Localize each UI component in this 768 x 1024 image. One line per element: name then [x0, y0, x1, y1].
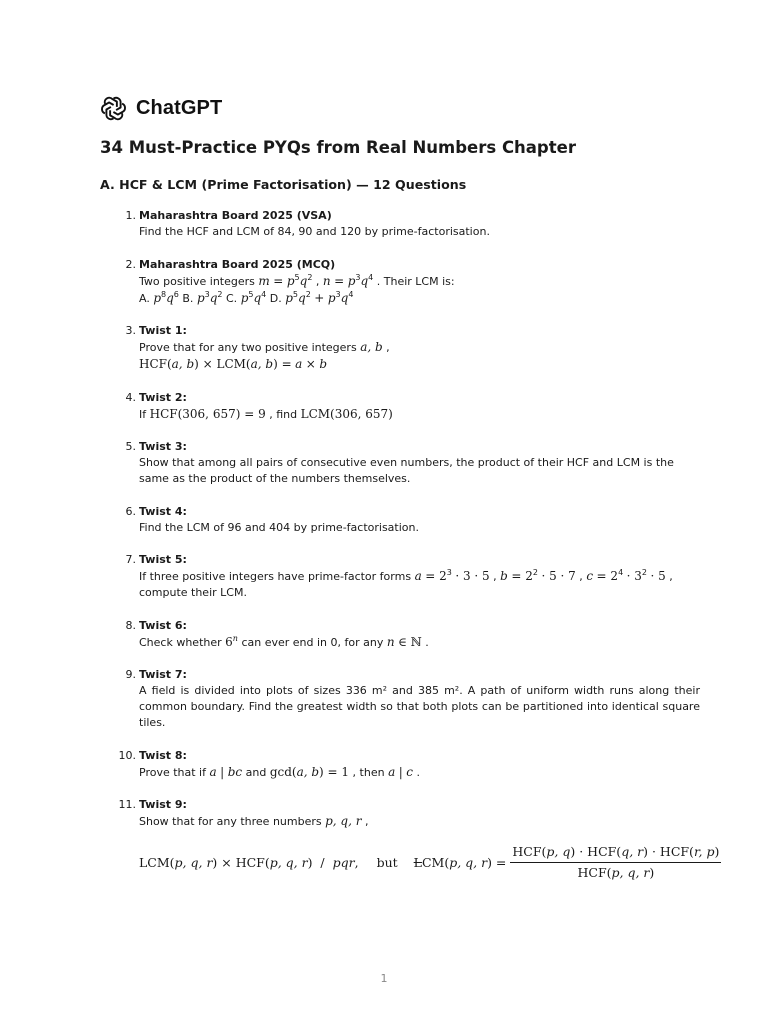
page: [100, 92, 720, 880]
list-item: 4. Twist 2: If HCF(306, 657) = 9 , find LCM(306, 657): [100, 390, 700, 423]
math-fraction: $\frac{\text{HCF(p, q) · HCF(q, r) · HCF(r, p)}}{\text{HCF(p, q, r)}}$: [512, 844, 720, 880]
question-text: Show that for any three numbers p, q, r ,: [139, 814, 369, 828]
list-item: 11. Twist 9: Show that for any three numbers p, q, r , LCM(p, q, r) × HCF(p, q, r) / pqr, but LCM(p, q, r) = $\frac{\text{HCF(p, q) · HCF(q, r) · HCF(r, p)}}{\text{HCF(p, q, r)}}$: [118, 798, 720, 880]
list-item: 8. Twist 6: Check whether 6$^n$ can ever end in 0, for any n ∈ ℕ .: [100, 618, 700, 651]
list-item: 2. Maharashtra Board 2025 (MCQ) Two positive integers $m = p^5q^2$ , $n = p^3q^4$ . Their LCM is: A. $p^8q^6$ B. $p^3q^2$ C. $p^5q^4$ D. $p^5q^2 + p^3q^4$: [100, 257, 700, 307]
question-label: Twist 8:: [139, 748, 187, 762]
question-label: Twist 1:: [139, 324, 187, 337]
question-text: Find the HCF and LCM of 84, 90 and 120 by prime-factorisation.: [139, 225, 490, 238]
question-text: Prove that if a | bc and gcd(a, b) = 1 , then a | c .: [139, 764, 421, 779]
question-text: Find the LCM of 96 and 404 by prime-factorisation.: [139, 520, 419, 534]
question-label: Twist 6:: [139, 618, 187, 632]
question-label: Maharashtra Board 2025 (MCQ): [139, 257, 336, 271]
question-text: Prove that for any two positive integers a, b ,: [139, 340, 390, 354]
question-text: Two positive integers $m = p^5q^2$ , $n = p^3q^4$ . Their LCM is:: [139, 272, 455, 288]
question-label: Twist 5:: [139, 553, 187, 566]
question-list: [100, 208, 720, 898]
question-label: Twist 9:: [139, 798, 187, 811]
openai-logo-icon: [100, 95, 127, 122]
list-item: 9. Twist 7: A field is divided into plots of sizes 336 m² and 385 m². A path of uniform width runs along their common boundary. Find the greatest width so that both plots can be partitioned into identical square tiles.: [125, 668, 700, 729]
question-label: Twist 4:: [139, 504, 187, 518]
answer-options: A. $p^8q^6$ B. $p^3q^2$ C. $p^5q^4$ D. $p^5q^2 + p^3q^4$: [139, 289, 354, 305]
math-display-equation: LCM(p, q, r) × HCF(p, q, r) / pqr, but LCM(p, q, r) = $\frac{\text{HCF(p, q) · HCF(q, r) · HCF(r, p)}}{\text{HCF(p, q, r)}}$: [139, 844, 720, 880]
list-item: 7. Twist 5: If three positive integers have prime-factor forms $a = 2^3 \cdot 3 \cdot 5$ , $b = 2^2 \cdot 5 \cdot 7$ , $c = 2^4 \cdot 3^2 \cdot 5$ , compute their LCM.: [100, 552, 700, 601]
document-title: 34 Must-Practice PYQs from Real Numbers Chapter: [100, 138, 576, 157]
list-item: 1. Maharashtra Board 2025 (VSA) Find the HCF and LCM of 84, 90 and 120 by prime-factorisation.: [100, 208, 700, 240]
list-item: 10. Twist 8: Prove that if a | bc and gcd(a, b) = 1 , then a | c .: [100, 748, 700, 781]
question-text: Check whether 6$^n$ can ever end in 0, for any n ∈ ℕ .: [139, 633, 429, 649]
question-text: Show that among all pairs of consecutive even numbers, the product of their HCF and LCM is the same as the product of the numbers themselves.: [139, 456, 674, 485]
list-item: 6. Twist 4: Find the LCM of 96 and 404 by prime-factorisation.: [100, 504, 700, 536]
section-heading: A. HCF & LCM (Prime Factorisation) — 12 Questions: [100, 177, 467, 192]
question-label: Twist 7:: [139, 668, 187, 681]
question-text: If three positive integers have prime-factor forms $a = 2^3 \cdot 3 \cdot 5$ , $b = 2^2 \cdot 5 \cdot 7$ , $c = 2^4 \cdot 3^2 \cdot 5$ ,: [139, 568, 673, 583]
page-number: 1: [380, 972, 388, 985]
brand-header: [100, 92, 700, 124]
question-text: A field is divided into plots of sizes 336 m² and 385 m². A path of uniform width runs along their common boundary. Find the greatest width so that both plots can be partitioned into identical square tiles.: [139, 684, 700, 729]
brand-name: ChatGPT: [136, 96, 223, 119]
question-label: Twist 2:: [139, 390, 187, 404]
list-item: 3. Twist 1: Prove that for any two positive integers a, b , HCF(a, b) × LCM(a, b) = a × b: [100, 323, 700, 373]
list-item: 5. Twist 3: Show that among all pairs of consecutive even numbers, the product of their HCF and LCM is the same as the product of the numbers themselves.: [100, 439, 700, 487]
question-label: Twist 3:: [139, 440, 187, 453]
question-label: Maharashtra Board 2025 (VSA): [139, 209, 332, 222]
math-equation: HCF(a, b) × LCM(a, b) = a × b: [139, 357, 328, 371]
question-text: If HCF(306, 657) = 9 , find LCM(306, 657): [139, 406, 393, 421]
